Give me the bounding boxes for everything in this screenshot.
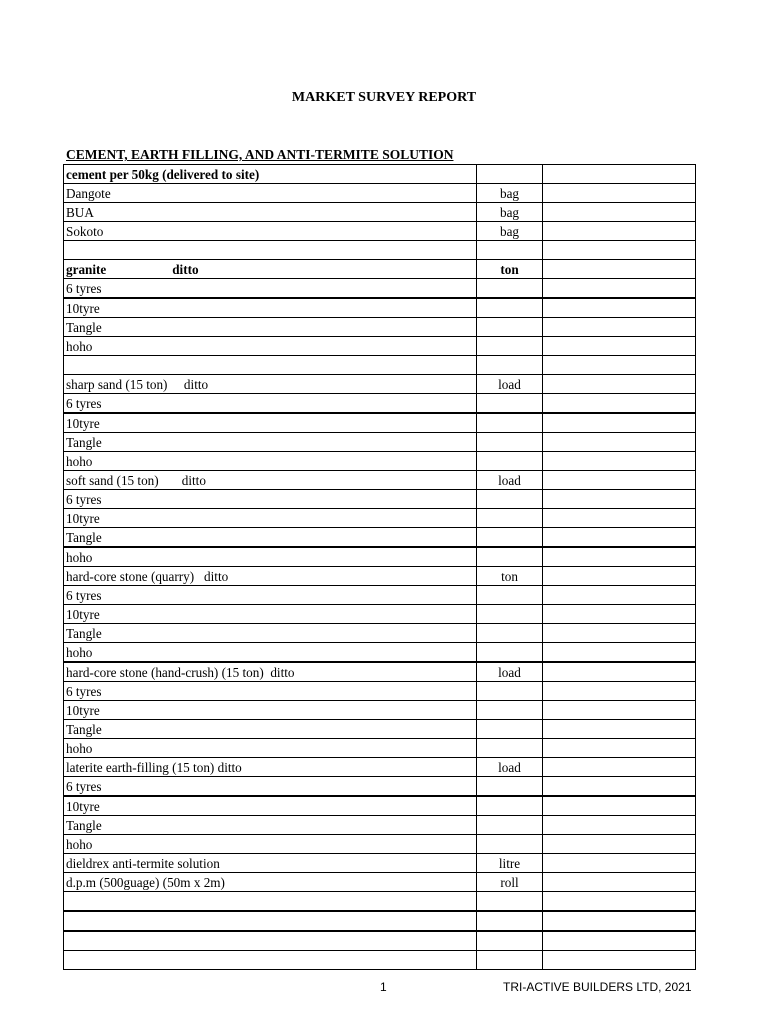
price-cell <box>543 777 696 797</box>
table-row <box>64 662 696 682</box>
price-cell <box>543 356 696 375</box>
price-cell <box>543 165 696 184</box>
table-row <box>64 260 696 279</box>
table-row <box>64 873 696 892</box>
item-cell: 10tyre <box>64 298 477 318</box>
unit-cell <box>477 701 543 720</box>
unit-cell: ton <box>477 567 543 586</box>
item-cell: 10tyre <box>64 413 477 433</box>
unit-cell: bag <box>477 203 543 222</box>
price-cell <box>543 892 696 912</box>
table-row <box>64 758 696 777</box>
table-row <box>64 720 696 739</box>
unit-cell: bag <box>477 222 543 241</box>
item-cell: Tangle <box>64 528 477 548</box>
unit-cell <box>477 433 543 452</box>
table-row <box>64 586 696 605</box>
table-row <box>64 951 696 970</box>
table-row <box>64 931 696 951</box>
price-cell <box>543 490 696 509</box>
item-cell <box>64 356 477 375</box>
table-row <box>64 184 696 203</box>
item-cell <box>64 931 477 951</box>
price-cell <box>543 951 696 970</box>
price-cell <box>543 567 696 586</box>
table-row <box>64 796 696 816</box>
price-cell <box>543 720 696 739</box>
table-row <box>64 394 696 414</box>
item-cell: hard-core stone (hand-crush) (15 ton) ditto <box>64 662 477 682</box>
unit-cell <box>477 739 543 758</box>
price-cell <box>543 911 696 931</box>
table-row <box>64 452 696 471</box>
table-row <box>64 682 696 701</box>
unit-cell <box>477 337 543 356</box>
item-cell: 10tyre <box>64 509 477 528</box>
table-row <box>64 835 696 854</box>
price-cell <box>543 241 696 260</box>
unit-cell <box>477 509 543 528</box>
price-cell <box>543 547 696 567</box>
table-row <box>64 854 696 873</box>
price-cell <box>543 222 696 241</box>
item-cell: hoho <box>64 547 477 567</box>
unit-cell <box>477 911 543 931</box>
item-cell: sharp sand (15 ton) ditto <box>64 375 477 394</box>
item-cell: 6 tyres <box>64 279 477 299</box>
unit-cell <box>477 605 543 624</box>
price-cell <box>543 931 696 951</box>
table-row <box>64 337 696 356</box>
unit-cell: load <box>477 471 543 490</box>
price-cell <box>543 643 696 663</box>
item-cell: hard-core stone (quarry) ditto <box>64 567 477 586</box>
unit-cell: bag <box>477 184 543 203</box>
unit-cell <box>477 356 543 375</box>
price-cell <box>543 624 696 643</box>
unit-cell <box>477 452 543 471</box>
price-cell <box>543 586 696 605</box>
unit-cell: litre <box>477 854 543 873</box>
item-cell: hoho <box>64 643 477 663</box>
item-cell: Sokoto <box>64 222 477 241</box>
table-row <box>64 547 696 567</box>
unit-cell <box>477 643 543 663</box>
price-cell <box>543 433 696 452</box>
item-cell: hoho <box>64 337 477 356</box>
price-cell <box>543 203 696 222</box>
table-row <box>64 279 696 299</box>
item-cell: hoho <box>64 739 477 758</box>
price-cell <box>543 394 696 414</box>
page-number: 1 <box>380 980 387 994</box>
table-row <box>64 203 696 222</box>
unit-cell <box>477 586 543 605</box>
unit-cell <box>477 777 543 797</box>
table-row <box>64 413 696 433</box>
unit-cell <box>477 816 543 835</box>
item-cell: Dangote <box>64 184 477 203</box>
section-title: CEMENT, EARTH FILLING, AND ANTI-TERMITE SOLUTION <box>66 147 454 162</box>
table-row <box>64 892 696 912</box>
item-cell: soft sand (15 ton) ditto <box>64 471 477 490</box>
unit-cell: ton <box>477 260 543 279</box>
unit-cell: load <box>477 375 543 394</box>
price-cell <box>543 509 696 528</box>
item-cell <box>64 951 477 970</box>
unit-cell: roll <box>477 873 543 892</box>
item-cell: 6 tyres <box>64 586 477 605</box>
unit-cell <box>477 165 543 184</box>
price-cell <box>543 528 696 548</box>
item-cell: 6 tyres <box>64 777 477 797</box>
table-row <box>64 509 696 528</box>
table-row <box>64 528 696 548</box>
price-cell <box>543 873 696 892</box>
price-cell <box>543 298 696 318</box>
unit-cell <box>477 951 543 970</box>
item-cell: 6 tyres <box>64 394 477 414</box>
table-row <box>64 911 696 931</box>
price-cell <box>543 854 696 873</box>
unit-cell <box>477 394 543 414</box>
item-cell <box>64 892 477 912</box>
table-row <box>64 777 696 797</box>
item-cell <box>64 911 477 931</box>
table-row <box>64 490 696 509</box>
footer-company: TRI-ACTIVE BUILDERS LTD, 2021 <box>503 980 692 994</box>
item-cell: laterite earth-filling (15 ton) ditto <box>64 758 477 777</box>
table-row <box>64 701 696 720</box>
item-cell: hoho <box>64 452 477 471</box>
unit-cell <box>477 490 543 509</box>
unit-cell <box>477 892 543 912</box>
unit-cell <box>477 624 543 643</box>
unit-cell <box>477 528 543 548</box>
item-cell: 6 tyres <box>64 490 477 509</box>
table-row <box>64 165 696 184</box>
table-row <box>64 318 696 337</box>
table-row <box>64 816 696 835</box>
item-cell: 6 tyres <box>64 682 477 701</box>
report-title: MARKET SURVEY REPORT <box>291 90 477 105</box>
item-cell: 10tyre <box>64 796 477 816</box>
item-cell: d.p.m (500guage) (50m x 2m) <box>64 873 477 892</box>
table-row <box>64 433 696 452</box>
item-cell: granite ditto <box>64 260 477 279</box>
table-row <box>64 241 696 260</box>
unit-cell <box>477 241 543 260</box>
price-cell <box>543 758 696 777</box>
table-row <box>64 624 696 643</box>
item-cell: Tangle <box>64 433 477 452</box>
item-cell: 10tyre <box>64 701 477 720</box>
item-cell: hoho <box>64 835 477 854</box>
unit-cell <box>477 796 543 816</box>
table-row <box>64 375 696 394</box>
item-cell <box>64 241 477 260</box>
item-cell: dieldrex anti-termite solution <box>64 854 477 873</box>
price-cell <box>543 835 696 854</box>
unit-cell <box>477 547 543 567</box>
table-row <box>64 356 696 375</box>
price-cell <box>543 260 696 279</box>
price-cell <box>543 413 696 433</box>
item-cell: Tangle <box>64 816 477 835</box>
price-cell <box>543 796 696 816</box>
price-cell <box>543 701 696 720</box>
unit-cell <box>477 931 543 951</box>
survey-table-body <box>64 165 696 970</box>
table-row <box>64 222 696 241</box>
price-cell <box>543 318 696 337</box>
unit-cell: load <box>477 758 543 777</box>
item-cell: 10tyre <box>64 605 477 624</box>
price-cell <box>543 662 696 682</box>
table-row <box>64 298 696 318</box>
item-cell: Tangle <box>64 720 477 739</box>
item-cell: Tangle <box>64 318 477 337</box>
table-row <box>64 739 696 758</box>
unit-cell: load <box>477 662 543 682</box>
price-cell <box>543 682 696 701</box>
price-cell <box>543 184 696 203</box>
table-row <box>64 605 696 624</box>
price-cell <box>543 471 696 490</box>
price-cell <box>543 337 696 356</box>
unit-cell <box>477 682 543 701</box>
table-row <box>64 567 696 586</box>
unit-cell <box>477 835 543 854</box>
price-cell <box>543 452 696 471</box>
price-cell <box>543 605 696 624</box>
unit-cell <box>477 298 543 318</box>
price-cell <box>543 279 696 299</box>
unit-cell <box>477 318 543 337</box>
price-cell <box>543 816 696 835</box>
unit-cell <box>477 720 543 739</box>
price-cell <box>543 739 696 758</box>
unit-cell <box>477 413 543 433</box>
unit-cell <box>477 279 543 299</box>
table-row <box>64 471 696 490</box>
table-row <box>64 643 696 663</box>
survey-table <box>63 164 696 970</box>
item-cell: cement per 50kg (delivered to site) <box>64 165 477 184</box>
item-cell: BUA <box>64 203 477 222</box>
price-cell <box>543 375 696 394</box>
item-cell: Tangle <box>64 624 477 643</box>
